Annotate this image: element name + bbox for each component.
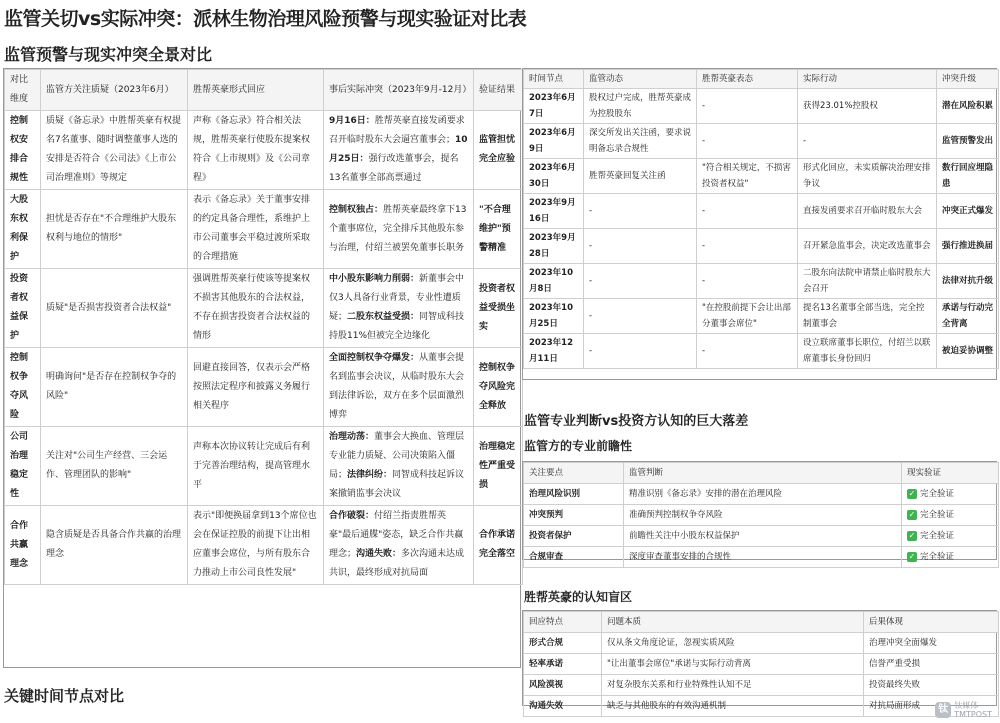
conflict-cell [324,427,474,506]
result-cell: "不合理维护"预警精准 [474,190,523,269]
judgment-cell: 准确预判控制权争夺风险 [624,505,902,526]
table-row [5,269,523,348]
concern-cell: 质疑《备忘录》中胜帮英豪有权提名7名董事、随时调整董事人选的安排是否符合《公司法》《上市公司治理准则》等规定 [41,111,188,190]
conflict-label: 治理动荡： [329,432,375,442]
check-icon: ✓ [908,488,916,498]
conflict-text: 董事会大换血、管理层专业能力质疑、公司决策陷入僵局； [329,432,465,480]
conflict-cell [324,111,474,190]
conflict-label: 中小股东影响力削弱： [329,274,420,284]
watermark-brand: 钛媒体 [954,701,979,710]
focus-cell: 治理风险识别 [524,484,624,505]
date-cell: 2023年10月25日 [524,299,584,334]
conflict-text: 同智成科技持股11%但被完全边缘化 [329,312,465,341]
consequence-cell: 信誉严重受损 [864,654,999,675]
header-cell: 冲突升级 [937,70,999,89]
date-cell: 2023年9月28日 [524,229,584,264]
verification-cell [902,505,999,526]
date-cell: 2023年12月11日 [524,334,584,369]
action-cell: 形式化回应，未实质解决治理安排争议 [798,159,937,194]
verification-cell [902,484,999,505]
statement-cell: "在控股前提下会让出部分董事会席位" [697,299,798,334]
result-cell: 监管担忧完全应验 [474,111,523,190]
header-cell: 监管判断 [624,463,902,484]
table-row [524,124,999,159]
header-cell: 验证结果 [474,70,523,111]
action-cell: 召开紧急监事会，决定改选董事会 [798,229,937,264]
section-heading-main: 监管预警与现实冲突全景对比 [4,45,213,64]
date-cell: 2023年6月9日 [524,124,584,159]
conflict-label: 控制权独占： [329,204,384,215]
conflict-text: 付绍兰指责胜帮英豪"最后通牒"姿态，缺乏合作共赢理念； [329,511,464,559]
table-row [524,505,999,526]
table-header-row [5,70,523,111]
conflict-label: 10月25日： [329,135,468,164]
verification-text: 完全验证 [920,510,955,520]
check-icon: ✓ [908,551,916,561]
table-row [524,299,999,334]
blind-spot-heading: 胜帮英豪的认知盲区 [524,590,633,604]
regulator-cell: - [584,194,697,229]
table-row [524,334,999,369]
action-cell: 获得23.01%控股权 [798,89,937,124]
table-row [524,696,999,717]
table-row [5,427,523,506]
dimension-cell: 控制权争夺风险 [5,348,41,427]
concern-cell: 关注对"公司生产经营、三会运作、管理团队的影响" [41,427,188,506]
escalation-cell: 冲突正式爆发 [937,194,999,229]
table-row [5,190,523,269]
verification-text: 完全验证 [920,489,955,499]
escalation-cell: 潜在风险积累 [937,89,999,124]
header-cell: 现实验证 [902,463,999,484]
judgment-cell: 前瞻性关注中小股东权益保护 [624,526,902,547]
focus-cell: 冲突预判 [524,505,624,526]
response-cell: 表示《备忘录》关于董事安排的约定具备合理性，系维护上市公司董事会平稳过渡所采取的合理措施 [188,190,324,269]
consequence-cell: 对抗局面形成 [864,696,999,717]
table-header-row [524,70,999,89]
section-heading-timeline: 关键时间节点对比 [4,687,125,705]
table-row [524,89,999,124]
timeline-table [522,68,997,380]
watermark [935,701,992,719]
conflict-text: 新董事会中仅3人具备行业背景，专业性遭质疑； [329,274,465,322]
response-cell: 强调胜帮英豪行使该等提案权不损害其他股东的合法权益，不存在损害投资者合法权益的情形 [188,269,324,348]
main-comparison-table [3,68,521,668]
regulator-cell: 胜帮英豪回复关注函 [584,159,697,194]
result-cell: 治理稳定性严重受损 [474,427,523,506]
table-row [5,111,523,190]
watermark-sub: TMTPOST [954,710,992,719]
action-cell: 提名13名董事全部当选，完全控制董事会 [798,299,937,334]
escalation-cell: 被迫妥协调整 [937,334,999,369]
check-icon: ✓ [908,509,916,519]
table-row [524,159,999,194]
verification-cell [902,526,999,547]
regulator-cell: - [584,229,697,264]
escalation-cell: 承诺与行动完全背离 [937,299,999,334]
essence-cell: 对复杂股东关系和行业特殊性认知不足 [602,675,864,696]
conflict-text: 胜帮英豪直接发函要求召开临时股东大会逼宫董事会； [329,116,465,145]
date-cell: 2023年9月16日 [524,194,584,229]
dimension-cell: 大股东权利保护 [5,190,41,269]
header-cell: 事后实际冲突（2023年9月-12月） [324,70,474,111]
dimension-cell: 公司治理稳定性 [5,427,41,506]
verification-text: 完全验证 [920,531,955,541]
regulator-cell: 深交所发出关注函，要求说明备忘录合规性 [584,124,697,159]
header-cell: 胜帮英豪表态 [697,70,798,89]
table-row [524,675,999,696]
table-row [524,633,999,654]
check-icon: ✓ [908,530,916,540]
conflict-cell [324,506,474,585]
conflict-label: 法律纠纷： [347,470,393,480]
conflict-cell [324,348,474,427]
result-cell: 控制权争夺风险完全释放 [474,348,523,427]
date-cell: 2023年6月7日 [524,89,584,124]
header-cell: 监管动态 [584,70,697,89]
header-cell: 时间节点 [524,70,584,89]
conflict-cell [324,190,474,269]
table-header-row [524,612,999,633]
conflict-label: 9月16日： [329,116,375,126]
conflict-label: 全面控制权争夺爆发： [329,353,420,363]
regulator-cell: - [584,299,697,334]
consequence-cell: 治理冲突全面爆发 [864,633,999,654]
table-row [524,484,999,505]
table-row [524,229,999,264]
logo-icon: 钛 [935,702,951,718]
concern-cell: 隐含质疑是否具备合作共赢的治理理念 [41,506,188,585]
verification-cell [902,547,999,568]
trait-cell: 沟通失效 [524,696,602,717]
response-cell: 声称本次协议转让完成后有利于完善治理结构，提高管理水平 [188,427,324,506]
header-cell: 实际行动 [798,70,937,89]
date-cell: 2023年6月30日 [524,159,584,194]
header-cell: 胜帮英豪形式回应 [188,70,324,111]
header-cell: 对比维度 [5,70,41,111]
dimension-cell: 合作共赢理念 [5,506,41,585]
statement-cell: - [697,264,798,299]
conflict-text: 强行改选董事会，提名13名董事全部高票通过 [329,154,459,183]
table-row [524,194,999,229]
blind-spot-table [522,610,997,711]
action-cell: 设立联席董事长职位，付绍兰以联席董事长身份回归 [798,334,937,369]
dimension-cell: 控制权安排合规性 [5,111,41,190]
trait-cell: 风险漠视 [524,675,602,696]
conflict-label: 沟通失败： [356,549,402,559]
escalation-cell: 法律对抗升级 [937,264,999,299]
header-cell: 后果体现 [864,612,999,633]
table-header-row [524,463,999,484]
escalation-cell: 监管预警发出 [937,124,999,159]
essence-cell: "让出董事会席位"承诺与实际行动背离 [602,654,864,675]
action-cell: - [798,124,937,159]
header-cell: 回应特点 [524,612,602,633]
statement-cell: - [697,229,798,264]
concern-cell: 担忧是否存在"不合理维护大股东权利与地位的情形" [41,190,188,269]
response-cell: 回避直接回答，仅表示会严格按照法定程序和披露义务履行相关程序 [188,348,324,427]
response-cell: 声称《备忘录》符合相关法规，胜帮英豪行使股东提案权符合《上市规则》及《公司章程》 [188,111,324,190]
table-row [5,348,523,427]
statement-cell: - [697,124,798,159]
conflict-cell [324,269,474,348]
date-cell: 2023年10月8日 [524,264,584,299]
conflict-label: 合作破裂： [329,511,375,521]
foresight-table [522,461,997,560]
escalation-cell: 数行回应埋隐患 [937,159,999,194]
response-cell: 表示"即便换届拿到13个席位也会在保证控股的前提下让出相应董事会席位，与所有股东合力推动上市公司良性发展" [188,506,324,585]
page-title: 监管关切vs实际冲突：派林生物治理风险预警与现实验证对比表 [4,8,527,30]
verification-text: 完全验证 [920,552,955,562]
conflict-label: 二股东权益受损： [347,312,420,322]
statement-cell: - [697,89,798,124]
foresight-heading: 监管方的专业前瞻性 [524,439,633,453]
concern-cell: 质疑"是否损害投资者合法权益" [41,269,188,348]
table-row [5,506,523,585]
conflict-text: 从董事会提名到监事会决议，从临时股东大会到法律诉讼，双方在多个层面激烈博弈 [329,353,465,420]
concern-cell: 明确询问"是否存在控制权争夺的风险" [41,348,188,427]
result-cell: 投资者权益受损坐实 [474,269,523,348]
judgment-cell: 深度审查董事安排的合规性 [624,547,902,568]
header-cell: 问题本质 [602,612,864,633]
focus-cell: 合规审查 [524,547,624,568]
essence-cell: 缺乏与其他股东的有效沟通机制 [602,696,864,717]
dimension-cell: 投资者权益保护 [5,269,41,348]
header-cell: 关注要点 [524,463,624,484]
trait-cell: 形式合规 [524,633,602,654]
action-cell: 直接发函要求召开临时股东大会 [798,194,937,229]
consequence-cell: 投资最终失败 [864,675,999,696]
header-cell: 监管方关注质疑（2023年6月） [41,70,188,111]
statement-cell: "符合相关规定，不损害投资者权益" [697,159,798,194]
essence-cell: 仅从条文角度论证，忽视实质风险 [602,633,864,654]
conflict-text: 多次沟通未达成共识，最终形成对抗局面 [329,549,465,578]
regulator-cell: - [584,264,697,299]
table-row [524,264,999,299]
judgment-cell: 精准识别《备忘录》安排的潜在治理风险 [624,484,902,505]
statement-cell: - [697,194,798,229]
table-row [524,654,999,675]
table-row [524,526,999,547]
conflict-text: 同智成科技起诉议案撤销监事会决议 [329,470,465,499]
conflict-text: 胜帮英豪最终拿下13个董事席位，完全排斥其他股东参与治理，付绍兰被罢免董事长职务 [329,204,467,253]
regulator-cell: - [584,334,697,369]
escalation-cell: 强行推进换届 [937,229,999,264]
action-cell: 二股东向法院申请禁止临时股东大会召开 [798,264,937,299]
trait-cell: 轻率承诺 [524,654,602,675]
section-heading-gap: 监管专业判断vs投资方认知的巨大落差 [524,414,749,429]
regulator-cell: 股权过户完成，胜帮英豪成为控股股东 [584,89,697,124]
focus-cell: 投资者保护 [524,526,624,547]
statement-cell: - [697,334,798,369]
result-cell: 合作承诺完全落空 [474,506,523,585]
table-row [524,547,999,568]
